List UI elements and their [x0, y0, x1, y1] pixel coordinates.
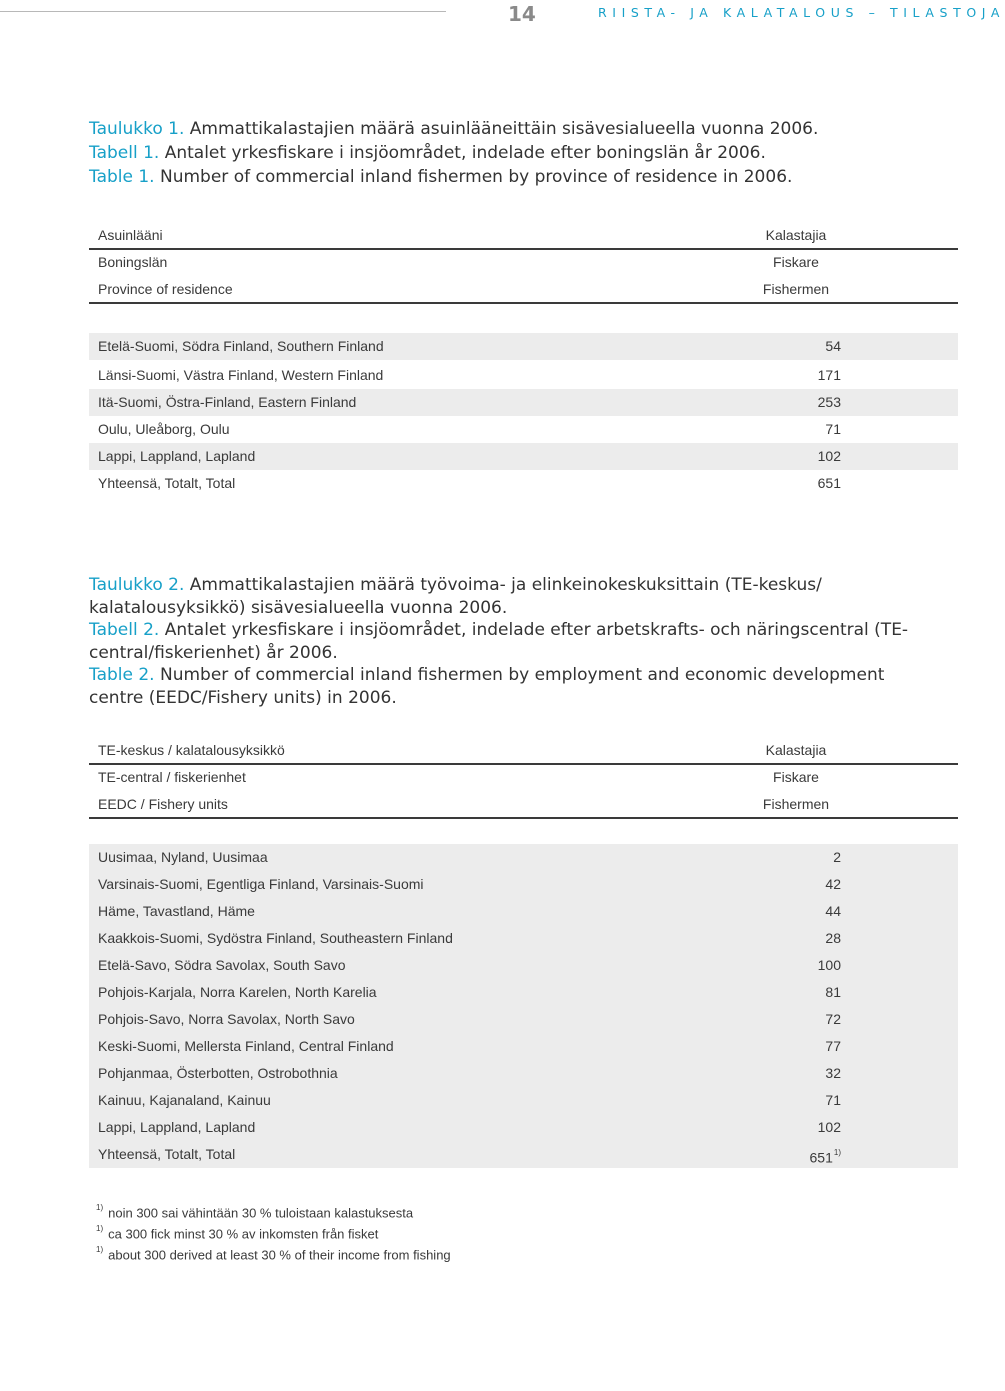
- table2-caption: [89, 574, 929, 709]
- row-count: 54: [825, 338, 841, 354]
- table-row: [89, 362, 958, 389]
- table-row-total: [89, 1141, 958, 1169]
- column-header-region: Boningslän: [98, 254, 168, 270]
- caption-text: Ammattikalastajien määrä asuinlääneittäin sisävesialueella vuonna 2006.: [189, 119, 819, 139]
- caption-line-fi: [89, 117, 929, 141]
- row-unit: Varsinais-Suomi, Egentliga Finland, Varsinais-Suomi: [98, 876, 424, 892]
- page-header: [0, 0, 1005, 30]
- column-header-count: Fishermen: [762, 281, 830, 297]
- footnote-marker: 1): [96, 1224, 104, 1233]
- table-row: [89, 443, 958, 470]
- row-region: Lappi, Lappland, Lapland: [98, 448, 256, 464]
- running-title: RIISTA- JA KALATALOUS – TILASTOJA: [598, 5, 1005, 20]
- row-unit: Kainuu, Kajanaland, Kainuu: [98, 1092, 271, 1108]
- table-row: [89, 389, 958, 416]
- row-unit: Keski-Suomi, Mellersta Finland, Central Finland: [98, 1038, 394, 1054]
- row-count: 72: [825, 1011, 841, 1027]
- caption-line-sv: [89, 619, 929, 664]
- table-row-total: [89, 470, 958, 497]
- table1-caption: [89, 117, 929, 189]
- footnote-en: [96, 1241, 451, 1262]
- row-count-value: 651: [809, 1149, 833, 1166]
- row-unit: Lappi, Lappland, Lapland: [98, 1119, 256, 1135]
- row-unit: Yhteensä, Totalt, Total: [98, 1146, 236, 1162]
- row-region: Itä-Suomi, Östra-Finland, Eastern Finland: [98, 394, 357, 410]
- column-header-unit: EEDC / Fishery units: [98, 796, 228, 812]
- row-count: 651: [817, 475, 841, 491]
- header-row: [89, 791, 958, 818]
- row-count: 171: [817, 367, 841, 383]
- row-count: 44: [825, 903, 841, 919]
- column-header-count: Fiskare: [773, 769, 819, 785]
- footnote-marker: 1): [96, 1203, 104, 1212]
- table-row: [89, 1114, 958, 1142]
- caption-line-en: [89, 165, 929, 189]
- column-header-unit: TE-central / fiskerienhet: [98, 769, 246, 785]
- caption-label: Tabell 1.: [89, 143, 160, 163]
- footnote-sv: [96, 1220, 451, 1241]
- table-row: [89, 1006, 958, 1034]
- header-row: [89, 276, 958, 303]
- table-fishermen-by-eedc: [89, 737, 958, 1169]
- footnote-fi: [96, 1199, 451, 1220]
- row-count: 102: [817, 1119, 841, 1135]
- row-count: 253: [817, 394, 841, 410]
- header-divider: [89, 817, 958, 819]
- row-count: 2: [833, 849, 841, 865]
- table-row: [89, 1033, 958, 1061]
- column-header-count: Fiskare: [773, 254, 819, 270]
- table-row: [89, 925, 958, 953]
- header-row: [89, 222, 958, 249]
- caption-text: Number of commercial inland fishermen by employment and economic development centre (EEDC/Fishery units) in 2006.: [89, 665, 885, 708]
- caption-text: Number of commercial inland fishermen by province of residence in 2006.: [160, 167, 793, 187]
- row-unit: Häme, Tavastland, Häme: [98, 903, 255, 919]
- caption-text: Antalet yrkesfiskare i insjöområdet, indelade efter arbetskrafts- och näringscentral (TE-central/fiskerienhet) år 2006.: [89, 620, 909, 663]
- row-count: 42: [825, 876, 841, 892]
- header-divider: [89, 302, 958, 304]
- column-header-region: Province of residence: [98, 281, 233, 297]
- row-count: 77: [825, 1038, 841, 1054]
- row-unit: Pohjanmaa, Österbotten, Ostrobothnia: [98, 1065, 338, 1081]
- table-row: [89, 952, 958, 980]
- caption-label: Table 2.: [89, 665, 155, 685]
- row-unit: Uusimaa, Nyland, Uusimaa: [98, 849, 268, 865]
- header-rule: [0, 11, 446, 12]
- row-unit: Pohjois-Karjala, Norra Karelen, North Karelia: [98, 984, 377, 1000]
- column-header-count: Fishermen: [762, 796, 830, 812]
- row-region: Oulu, Uleåborg, Oulu: [98, 421, 230, 437]
- caption-text: Antalet yrkesfiskare i insjöområdet, indelade efter boningslän år 2006.: [164, 143, 766, 163]
- footnotes: [96, 1199, 451, 1262]
- caption-line-sv: [89, 141, 929, 165]
- table-row: [89, 333, 958, 360]
- footnote-marker: 1): [833, 1148, 841, 1157]
- header-row: [89, 249, 958, 276]
- caption-label: Taulukko 2.: [89, 575, 185, 595]
- row-count: 71: [825, 421, 841, 437]
- table-row: [89, 1087, 958, 1115]
- caption-label: Tabell 2.: [89, 620, 160, 640]
- row-count: 81: [825, 984, 841, 1000]
- table-row: [89, 979, 958, 1007]
- column-header-count: Kalastajia: [765, 227, 827, 243]
- caption-line-en: [89, 664, 929, 709]
- footnote-marker: 1): [96, 1245, 104, 1254]
- row-count: 102: [817, 448, 841, 464]
- caption-label: Table 1.: [89, 167, 155, 187]
- row-unit: Etelä-Savo, Södra Savolax, South Savo: [98, 957, 346, 973]
- footnote-text: ca 300 fick minst 30 % av inkomsten från fisket: [108, 1226, 379, 1242]
- table-row: [89, 416, 958, 443]
- table-row: [89, 898, 958, 926]
- row-unit: Kaakkois-Suomi, Sydöstra Finland, Southeastern Finland: [98, 930, 453, 946]
- column-header-count: Kalastajia: [765, 742, 827, 758]
- caption-text: Ammattikalastajien määrä työvoima- ja elinkeinokeskuksittain (TE-keskus/ kalatalousyksikkö) sisävesialueella vuonna 2006.: [89, 575, 822, 618]
- table-row: [89, 1060, 958, 1088]
- column-header-unit: TE-keskus / kalatalousyksikkö: [98, 742, 285, 758]
- footnote-text: noin 300 sai vähintään 30 % tuloistaan kalastuksesta: [108, 1205, 414, 1221]
- row-unit: Pohjois-Savo, Norra Savolax, North Savo: [98, 1011, 355, 1027]
- footnote-text: about 300 derived at least 30 % of their income from fishing: [108, 1247, 451, 1263]
- row-region: Etelä-Suomi, Södra Finland, Southern Finland: [98, 338, 384, 354]
- row-count: 28: [825, 930, 841, 946]
- page-number: 14: [508, 2, 536, 26]
- column-header-region: Asuinlääni: [98, 227, 163, 243]
- table-fishermen-by-province: [89, 222, 958, 502]
- header-row: [89, 737, 958, 764]
- row-region: Länsi-Suomi, Västra Finland, Western Finland: [98, 367, 384, 383]
- row-count: 71: [825, 1092, 841, 1108]
- row-count: 100: [817, 957, 841, 973]
- row-count: 32: [825, 1065, 841, 1081]
- caption-label: Taulukko 1.: [89, 119, 185, 139]
- row-region: Yhteensä, Totalt, Total: [98, 475, 236, 491]
- caption-line-fi: [89, 574, 929, 619]
- table-row: [89, 871, 958, 899]
- row-count: [810, 1141, 841, 1172]
- header-row: [89, 764, 958, 791]
- table-row: [89, 844, 958, 872]
